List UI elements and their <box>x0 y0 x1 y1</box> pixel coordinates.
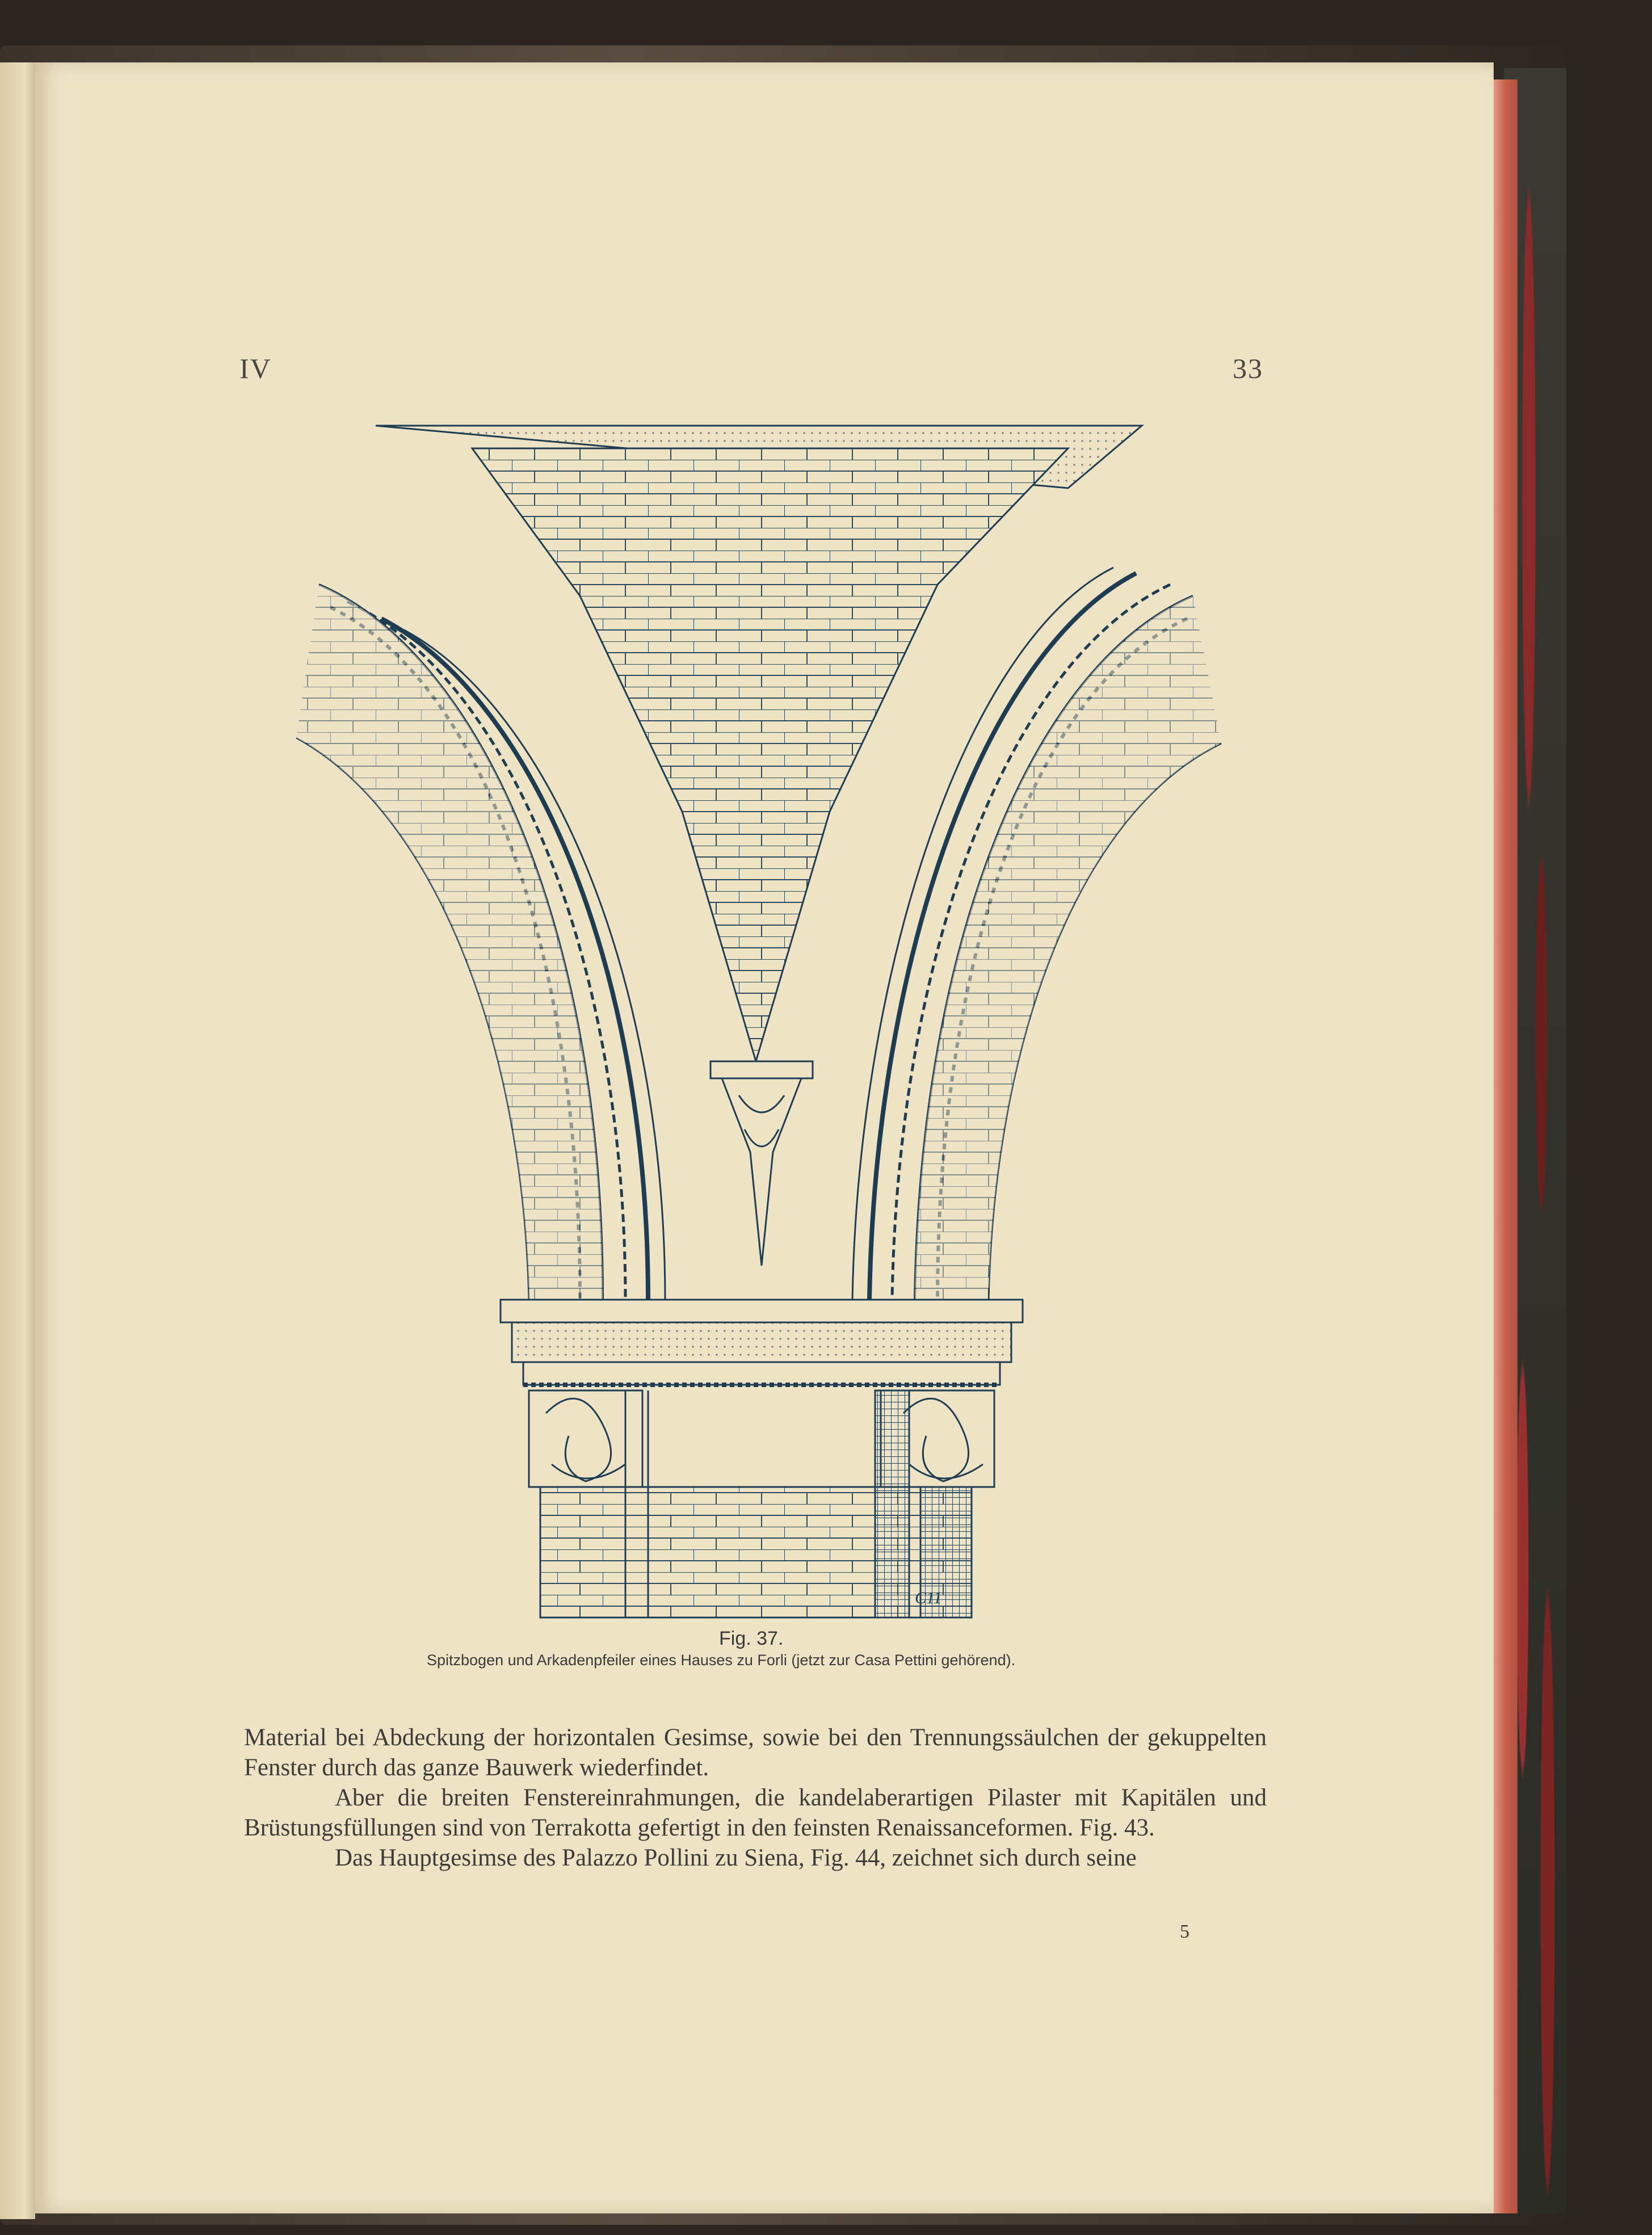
paragraph-1: Material bei Abdeckung der horizontalen Gesimse, sowie bei den Trennungssäulchen der gekuppelten Fenster durch das ganze Bauwerk wiederfindet. <box>244 1724 1267 1781</box>
signature-mark: 5 <box>1180 1921 1189 1942</box>
arch-drawing <box>285 414 1227 1623</box>
figure-caption: Spitzbogen und Arkadenpfeiler eines Hauses zu Forli (jetzt zur Casa Pettini gehörend). <box>427 1652 1016 1669</box>
book-page <box>35 62 1494 2213</box>
section-number: IV <box>239 352 272 384</box>
left-page-edge <box>0 62 35 2219</box>
monogram: C11 <box>915 1589 942 1607</box>
figure-number: Fig. 37. <box>719 1628 784 1649</box>
page-number: 33 <box>1233 352 1263 384</box>
figure-illustration <box>285 414 1227 1623</box>
paragraph-3: Das Hauptgesimse des Palazzo Pollini zu Siena, Fig. 44, zeichnet sich durch seine <box>335 1845 1137 1871</box>
page-edge-red <box>1493 79 1518 2213</box>
cornice <box>501 1300 1023 1385</box>
left-voussoirs <box>296 585 603 1300</box>
central-corbel <box>711 1061 813 1266</box>
paragraph-2: Aber die breiten Fenstereinrahmungen, die kandelaberartigen Pilaster mit Kapitälen und Brüstungsfüllungen sind von Terrakotta gefertigt in den feinsten Renaissanceformen. Fig. 43. <box>244 1784 1267 1841</box>
body-text <box>244 1723 1267 1873</box>
